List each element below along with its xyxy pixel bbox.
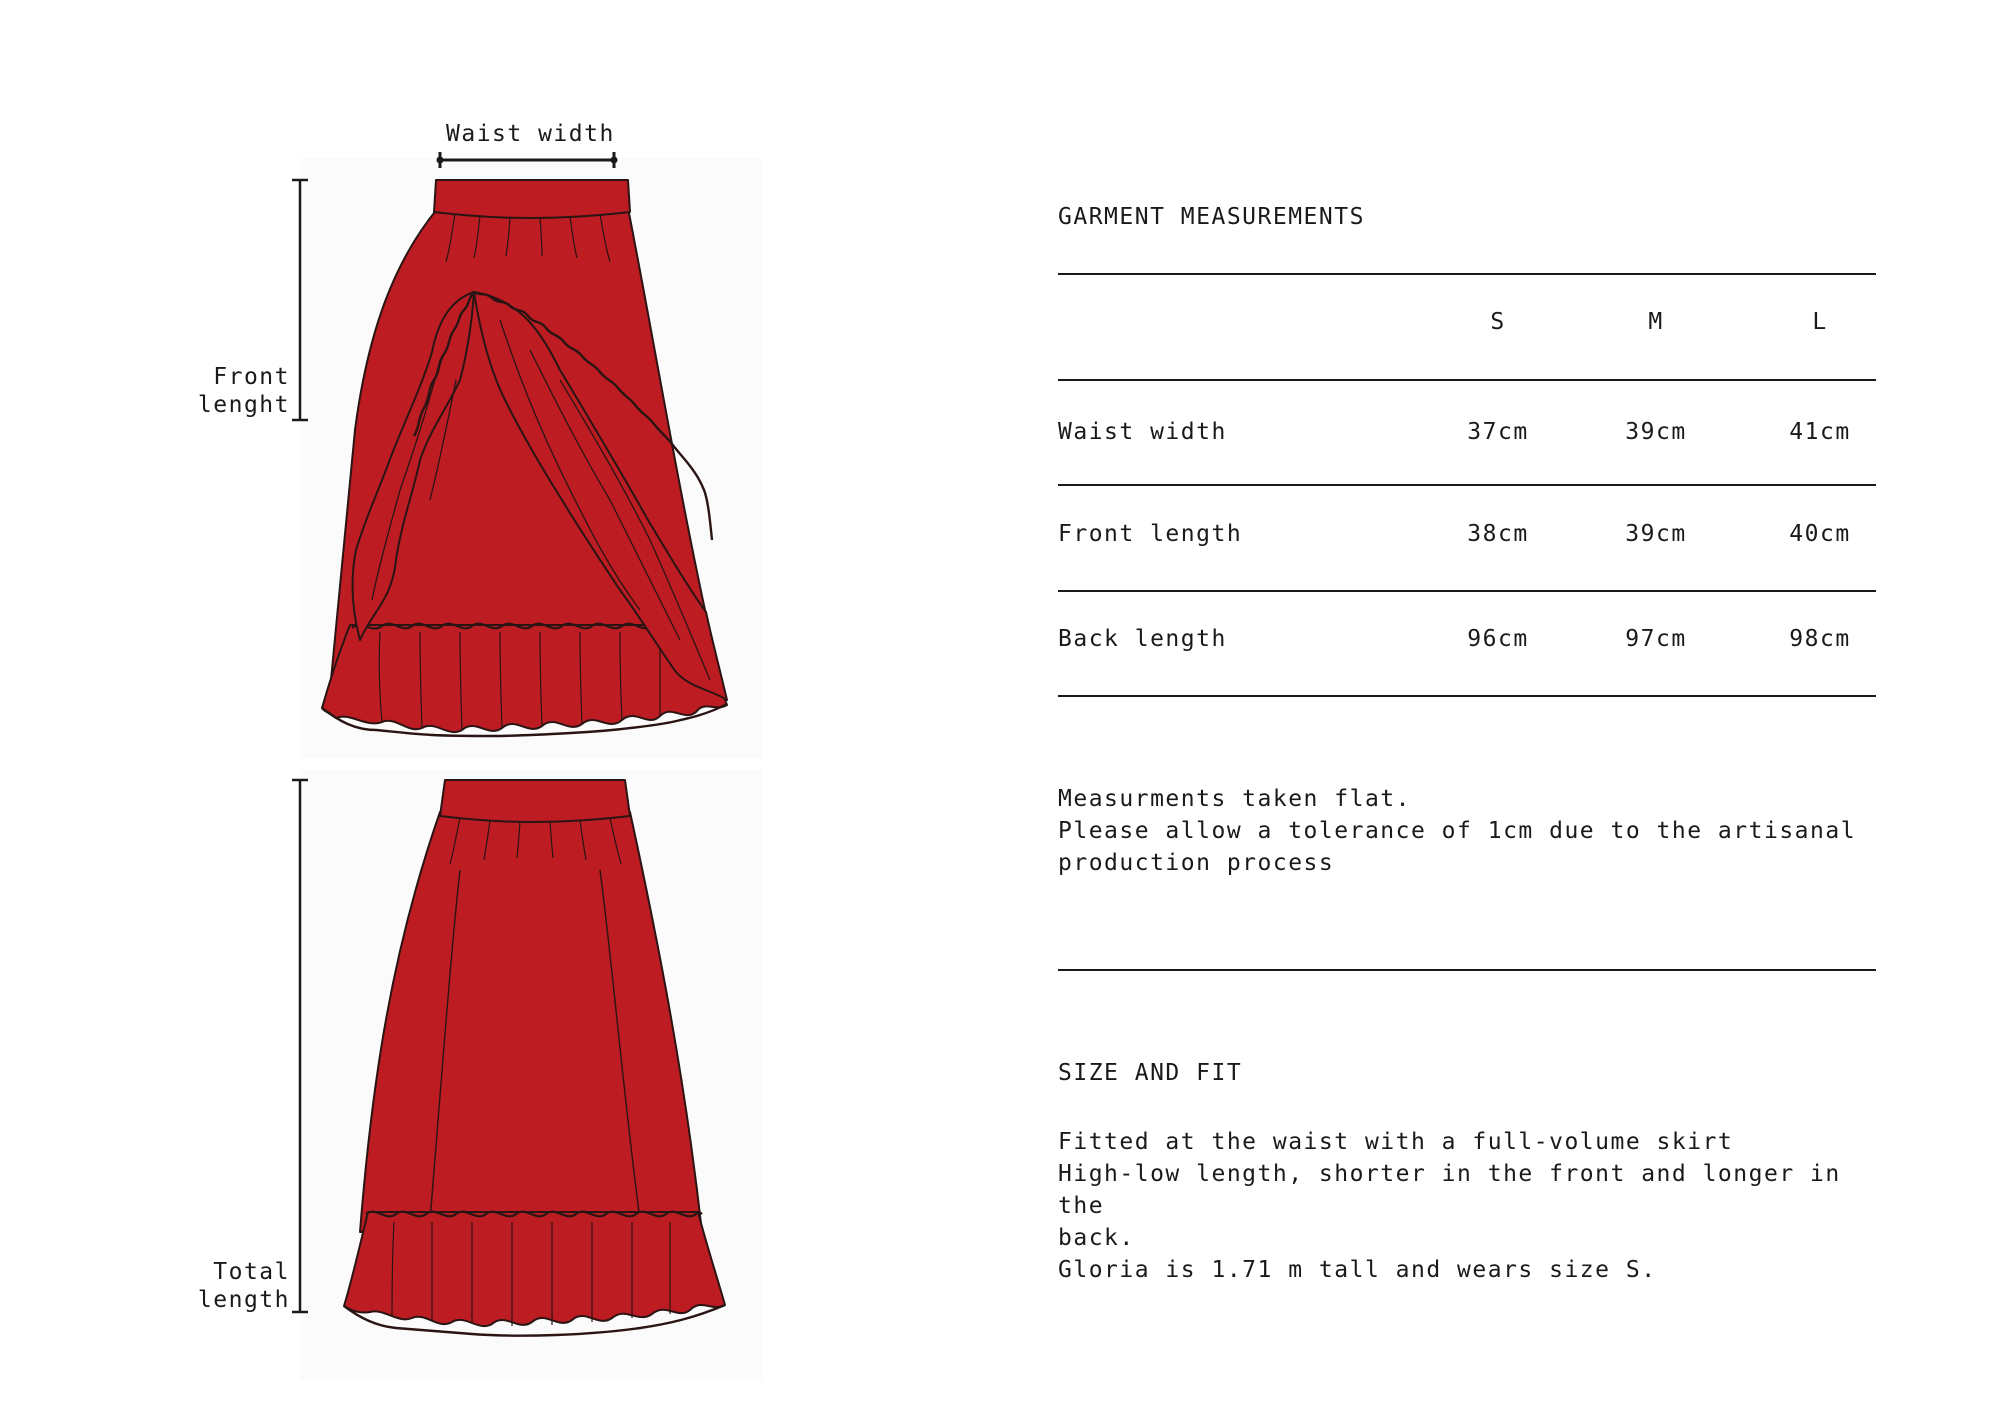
waist-width-label: Waist width bbox=[446, 121, 615, 147]
total-length-label bbox=[160, 1258, 290, 1314]
cell-size-s: 38cm bbox=[1467, 521, 1529, 547]
cell-size-m: 39cm bbox=[1625, 419, 1687, 445]
fit-line: High-low length, shorter in the front and longer in the bbox=[1058, 1161, 1857, 1219]
back-waistband bbox=[440, 780, 630, 822]
front-length-label bbox=[160, 363, 290, 419]
garment-measurements-heading: GARMENT MEASUREMENTS bbox=[1058, 204, 1365, 230]
table-header-size-m: M bbox=[1648, 309, 1664, 335]
row-label: Waist width bbox=[1058, 419, 1227, 445]
fit-line: Gloria is 1.71 m tall and wears size S. bbox=[1058, 1257, 1657, 1283]
cell-size-s: 37cm bbox=[1467, 419, 1529, 445]
table-header-size-s: S bbox=[1490, 309, 1506, 335]
note-line: production process bbox=[1058, 850, 1335, 876]
cell-size-s: 96cm bbox=[1467, 626, 1529, 652]
table-rule-top bbox=[1058, 273, 1876, 275]
table-rule-row-1 bbox=[1058, 484, 1876, 486]
waist-dimension-end-left bbox=[437, 157, 444, 164]
table-row bbox=[1058, 619, 1876, 659]
front-waistband bbox=[434, 180, 630, 218]
cell-size-l: 40cm bbox=[1789, 521, 1851, 547]
total-length-label-line-2: length bbox=[197, 1287, 290, 1313]
front-length-label-line-1: Front bbox=[213, 364, 290, 390]
back-bottom-ruffle bbox=[344, 1212, 725, 1326]
cell-size-m: 39cm bbox=[1625, 521, 1687, 547]
total-length-label-line-1: Total bbox=[213, 1259, 290, 1285]
table-header-size-l: L bbox=[1812, 309, 1828, 335]
table-header-row bbox=[1058, 302, 1876, 342]
cell-size-l: 41cm bbox=[1789, 419, 1851, 445]
front-length-label-line-2: lenght bbox=[197, 392, 290, 418]
cell-size-l: 98cm bbox=[1789, 626, 1851, 652]
size-and-fit-text bbox=[1058, 1126, 1878, 1286]
size-and-fit-heading: SIZE AND FIT bbox=[1058, 1060, 1243, 1086]
table-rule-row-2 bbox=[1058, 590, 1876, 592]
section-divider bbox=[1058, 969, 1876, 971]
row-label: Front length bbox=[1058, 521, 1243, 547]
waist-dimension-end-right bbox=[611, 157, 618, 164]
table-rule-bottom bbox=[1058, 695, 1876, 697]
table-row bbox=[1058, 514, 1876, 554]
note-line: Measurments taken flat. bbox=[1058, 786, 1411, 812]
note-line: Please allow a tolerance of 1cm due to the artisanal bbox=[1058, 818, 1857, 844]
row-label: Back length bbox=[1058, 626, 1227, 652]
table-rule-header bbox=[1058, 379, 1876, 381]
fit-line: back. bbox=[1058, 1225, 1135, 1251]
fit-line: Fitted at the waist with a full-volume skirt bbox=[1058, 1129, 1734, 1155]
cell-size-m: 97cm bbox=[1625, 626, 1687, 652]
measurement-note bbox=[1058, 783, 1878, 879]
table-row bbox=[1058, 412, 1876, 452]
